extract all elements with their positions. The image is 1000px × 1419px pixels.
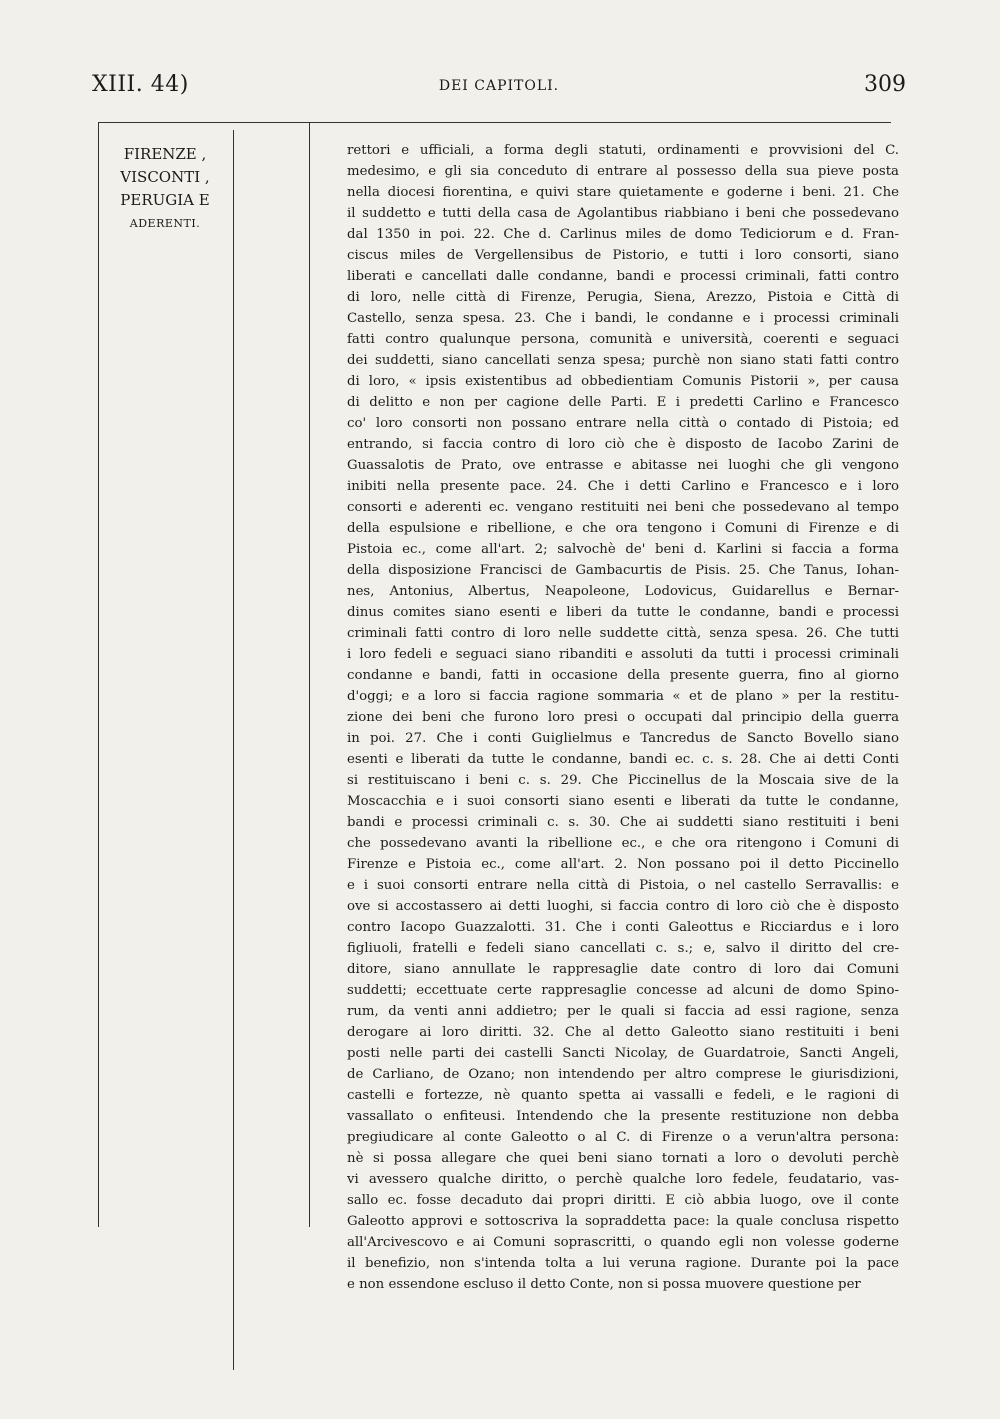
text-line: inibiti nella presente pace. 24. Che i detti Carlino e Francesco e i loro <box>347 479 899 494</box>
text-line: vassallato o enfiteusi. Intendendo che la presente restituzione non debba <box>347 1109 899 1124</box>
text-line: vi avessero qualche diritto, o perchè qualche loro fedele, feudatario, vas- <box>347 1172 899 1187</box>
text-line: condanne e bandi, fatti in occasione della presente guerra, fino al giorno <box>347 668 899 683</box>
text-line: di delitto e non per cagione delle Parti. E i predetti Carlino e Francesco <box>347 395 899 410</box>
text-line: il suddetto e tutti della casa de Agolantibus riabbiano i beni che possedevano <box>347 206 899 221</box>
text-line: d'oggi; e a loro si faccia ragione sommaria « et de plano » per la restitu- <box>347 689 899 704</box>
text-line: ciscus miles de Vergellensibus de Pistorio, e tutti i loro consorti, siano <box>347 248 899 263</box>
text-line: sallo ec. fosse decaduto dai propri diritti. E ciò abbia luogo, ove il conte <box>347 1193 899 1208</box>
text-line: di loro, nelle città di Firenze, Perugia, Siena, Arezzo, Pistoia e Città di <box>347 290 899 305</box>
text-line: bandi e processi criminali c. s. 30. Che ai suddetti siano restituiti i beni <box>347 815 899 830</box>
text-column-rule <box>309 122 310 1227</box>
text-line: nes, Antonius, Albertus, Neapoleone, Lodovicus, Guidarellus e Bernar- <box>347 584 899 599</box>
running-title: DEI CAPITOLI. <box>438 78 560 94</box>
running-header <box>92 72 906 108</box>
text-line: nella diocesi fiorentina, e quivi stare quietamente e goderne i beni. 21. Che <box>347 185 899 200</box>
text-line: co' loro consorti non possano entrare nella città o contado di Pistoia; ed <box>347 416 899 431</box>
text-line: dal 1350 in poi. 22. Che d. Carlinus miles de domo Tediciorum e d. Fran- <box>347 227 899 242</box>
text-line: Guassalotis de Prato, ove entrasse e abitasse nei luoghi che gli vengono <box>347 458 899 473</box>
text-line: della espulsione e ribellione, e che ora tengono i Comuni di Firenze e di <box>347 521 899 536</box>
text-line: contro Iacopo Guazzalotti. 31. Che i conti Galeottus e Ricciardus e i loro <box>347 920 899 935</box>
margin-note-line: ADERENTI. <box>129 217 201 230</box>
text-line: ove si accostassero ai detti luoghi, si faccia contro di loro ciò che è disposto <box>347 899 899 914</box>
section-reference: XIII. 44) <box>92 72 189 97</box>
margin-column-rule <box>233 130 234 1370</box>
text-line: fatti contro qualunque persona, comunità e università, coerenti e seguaci <box>347 332 899 347</box>
margin-note-line: FIRENZE , <box>123 145 207 163</box>
text-line: entrando, si faccia contro di loro ciò che è disposto de Iacobo Zarini de <box>347 437 899 452</box>
text-line: e non essendone escluso il detto Conte, non si possa muovere questione per <box>347 1277 861 1292</box>
text-line: dinus comites siano esenti e liberi da tutte le condanne, bandi e processi <box>347 605 899 620</box>
frame-top-rule <box>98 122 891 123</box>
text-line: Firenze e Pistoia ec., come all'art. 2. Non possano poi il detto Piccinello <box>347 857 899 872</box>
frame-left-rule <box>98 122 99 1227</box>
text-line: suddetti; eccettuate certe rappresaglie concesse ad alcuni de domo Spino- <box>347 983 899 998</box>
text-line: de Carliano, de Ozano; non intendendo per altro comprese le giurisdizioni, <box>347 1067 899 1082</box>
text-line: Galeotto approvi e sottoscriva la sopraddetta pace: la quale conclusa rispetto <box>347 1214 899 1229</box>
text-line: della disposizione Francisci de Gambacurtis de Pisis. 25. Che Tanus, Iohan- <box>347 563 899 578</box>
text-line: pregiudicare al conte Galeotto o al C. di Firenze o a verun'altra persona: <box>347 1130 899 1145</box>
text-line: zione dei beni che furono loro presi o occupati dal principio della guerra <box>347 710 899 725</box>
margin-note-line: PERUGIA E <box>120 191 210 209</box>
text-line: i loro fedeli e seguaci siano ribanditi e assoluti da tutti i processi criminali <box>347 647 899 662</box>
text-line: figliuoli, fratelli e fedeli siano cancellati c. s.; e, salvo il diritto del cre- <box>347 941 899 956</box>
text-line: Castello, senza spesa. 23. Che i bandi, le condanne e i processi criminali <box>347 311 899 326</box>
text-line: rettori e ufficiali, a forma degli statuti, ordinamenti e provvisioni del C. <box>347 143 899 158</box>
text-line: che possedevano avanti la ribellione ec., e che ora ritengono i Comuni di <box>347 836 899 851</box>
body-text <box>347 140 899 1295</box>
text-line: all'Arcivescovo e ai Comuni soprascritti, o quando egli non volesse goderne <box>347 1235 899 1250</box>
text-line: nè si possa allegare che quei beni siano tornati a loro o devoluti perchè <box>347 1151 899 1166</box>
text-line: liberati e cancellati dalle condanne, bandi e processi criminali, fatti contro <box>347 269 899 284</box>
text-line: criminali fatti contro di loro nelle suddette città, senza spesa. 26. Che tutti <box>347 626 899 641</box>
text-line: Pistoia ec., come all'art. 2; salvochè de' beni d. Karlini si faccia a forma <box>347 542 899 557</box>
page-number: 309 <box>864 72 906 97</box>
text-line: esenti e liberati da tutte le condanne, bandi ec. c. s. 28. Che ai detti Conti <box>347 752 899 767</box>
text-line: medesimo, e gli sia conceduto di entrare al possesso della sua pieve posta <box>347 164 899 179</box>
text-line: castelli e fortezze, nè quanto spetta ai vassalli e fedeli, e le ragioni di <box>347 1088 899 1103</box>
margin-note <box>100 143 230 235</box>
text-line: il benefizio, non s'intenda tolta a lui veruna ragione. Durante poi la pace <box>347 1256 899 1271</box>
text-line: rum, da venti anni addietro; per le quali si faccia ad essi ragione, senza <box>347 1004 899 1019</box>
text-line: di loro, « ipsis existentibus ad obbedientiam Comunis Pistorii », per causa <box>347 374 899 389</box>
text-line: Moscacchia e i suoi consorti siano esenti e liberati da tutte le condanne, <box>347 794 899 809</box>
text-line: ditore, siano annullate le rappresaglie date contro di loro dai Comuni <box>347 962 899 977</box>
text-line: dei suddetti, siano cancellati senza spesa; purchè non siano stati fatti contro <box>347 353 899 368</box>
text-line: consorti e aderenti ec. vengano restituiti nei beni che possedevano al tempo <box>347 500 899 515</box>
text-line: posti nelle parti dei castelli Sancti Nicolay, de Guardatroie, Sancti Angeli, <box>347 1046 899 1061</box>
margin-note-line: VISCONTI , <box>120 168 210 186</box>
text-line: si restituiscano i beni c. s. 29. Che Piccinellus de la Moscaia sive de la <box>347 773 899 788</box>
text-line: derogare ai loro diritti. 32. Che al detto Galeotto siano restituiti i beni <box>347 1025 899 1040</box>
text-line: in poi. 27. Che i conti Guiglielmus e Tancredus de Sancto Bovello siano <box>347 731 899 746</box>
text-line: e i suoi consorti entrare nella città di Pistoia, o nel castello Serravallis: e <box>347 878 899 893</box>
